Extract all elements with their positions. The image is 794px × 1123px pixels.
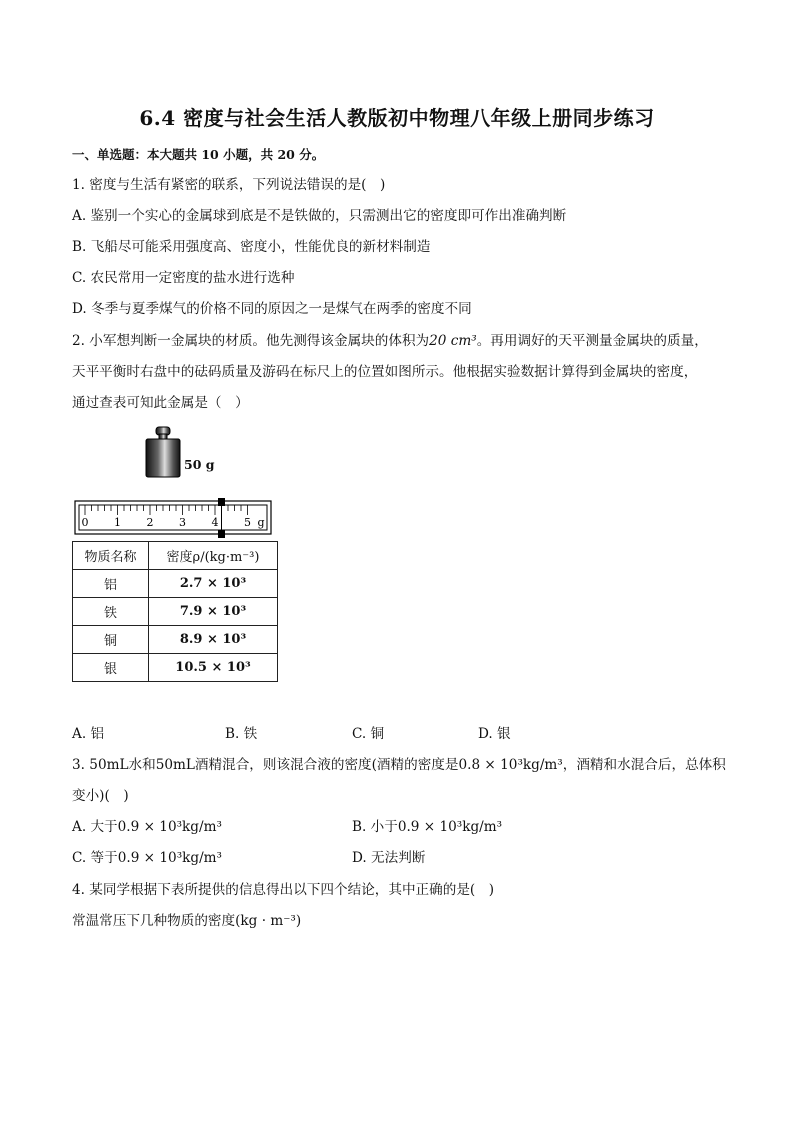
q1-option-c: C. 农民常用一定密度的盐水进行选种 (72, 270, 295, 286)
q3-stem-line2: 变小)( ) (72, 788, 129, 804)
q3-stem-line1: 3. 50mL水和50mL酒精混合，则该混合液的密度(酒精的密度是0.8 × 10³kg/m³，酒精和水混合后，总体积 (72, 757, 726, 773)
q3-option-c: C. 等于0.9 × 10³kg/m³ (72, 850, 223, 866)
q2-option-c: C. 铜 (352, 726, 385, 742)
density-table (72, 541, 278, 682)
q2-volume: 20 cm³ (429, 333, 477, 349)
substance-cell: 铝 (73, 570, 149, 598)
table-row (73, 598, 278, 626)
density-cell: 2.7 × 10³ (149, 570, 278, 598)
q2-stem-line2: 天平平衡时右盘中的砝码质量及游码在标尺上的位置如图所示。他根据实验数据计算得到金属块的密度， (72, 364, 698, 380)
substance-cell: 银 (73, 654, 149, 682)
q2-stem-part1: 2. 小军想判断一金属块的材质。他先测得该金属块的体积为 (72, 333, 430, 349)
q4-stem: 4. 某同学根据下表所提供的信息得出以下四个结论，其中正确的是( ) (72, 882, 495, 898)
q2-stem-line1 (72, 331, 708, 351)
q2-option-a: A. 铝 (72, 726, 105, 742)
q1-option-b: B. 飞船尽可能采用强度高、密度小，性能优良的新材料制造 (72, 239, 431, 255)
q2-option-b: B. 铁 (225, 726, 258, 742)
ruler-unit-label: g (257, 516, 265, 529)
density-cell: 8.9 × 10³ (149, 626, 278, 654)
table-header-row (73, 542, 278, 570)
substance-cell: 铜 (73, 626, 149, 654)
q1-stem: 1. 密度与生活有紧密的联系，下列说法错误的是( ) (72, 177, 386, 193)
ruler-tick-label: 3 (179, 516, 186, 529)
q2-stem-part2: 。再用调好的天平测量金属块的质量， (476, 333, 708, 349)
q2-option-d: D. 银 (478, 726, 511, 742)
table-header-substance: 物质名称 (73, 542, 149, 570)
table-header-density: 密度ρ/(kg·m⁻³) (149, 542, 278, 570)
q1-option-a: A. 鉴别一个实心的金属球到底是不是铁做的，只需测出它的密度即可作出准确判断 (72, 208, 567, 224)
rider-top-marker (218, 498, 225, 506)
table-row (73, 626, 278, 654)
table-row (73, 570, 278, 598)
substance-cell: 铁 (73, 598, 149, 626)
ruler-tick-label: 5 (244, 516, 251, 529)
ruler-tick-label: 1 (114, 516, 121, 529)
balance-scale-ruler (74, 498, 274, 538)
density-cell: 10.5 × 10³ (149, 654, 278, 682)
ruler-tick-label: 4 (211, 516, 219, 529)
q1-option-d: D. 冬季与夏季煤气的价格不同的原因之一是煤气在两季的密度不同 (72, 301, 472, 317)
ruler-tick-label: 0 (81, 516, 89, 529)
section-heading: 一、单选题：本大题共 10 小题，共 20 分。 (72, 147, 325, 162)
page-title: 6.4 密度与社会生活人教版初中物理八年级上册同步练习 (139, 106, 655, 130)
weight-label: 50 g (184, 457, 215, 472)
table-row (73, 654, 278, 682)
q3-option-d: D. 无法判断 (352, 850, 426, 866)
rider-bottom-marker (218, 530, 225, 538)
density-cell: 7.9 × 10³ (149, 598, 278, 626)
q3-option-a: A. 大于0.9 × 10³kg/m³ (72, 819, 222, 835)
ruler-tick-label: 2 (146, 516, 154, 529)
q2-stem-line3: 通过查表可知此金属是（ ） (72, 395, 249, 411)
q3-option-b: B. 小于0.9 × 10³kg/m³ (352, 819, 503, 835)
q4-caption: 常温常压下几种物质的密度(kg · m⁻³) (72, 913, 302, 929)
